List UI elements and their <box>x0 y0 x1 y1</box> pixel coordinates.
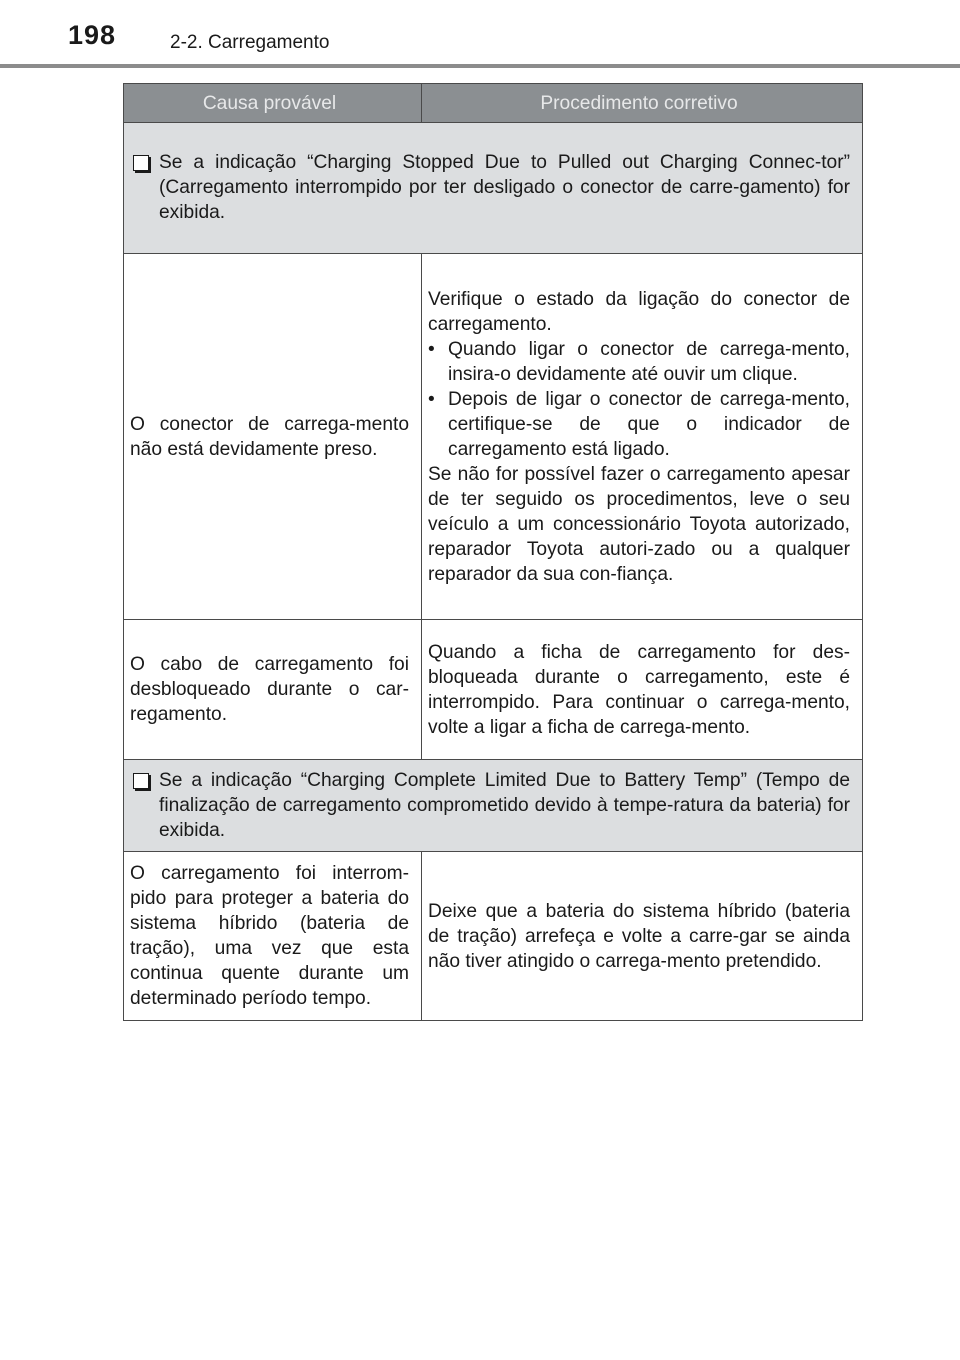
troubleshooting-table <box>123 83 863 1021</box>
fix-intro-text: Verifique o estado da ligação do conector de carregamento. <box>428 288 850 335</box>
fix-text: Deixe que a bateria do sistema híbrido (bateria de tração) arrefeça e volte a carre-gar se ainda não tiver atingido o carrega-mento pretendido. <box>428 900 850 972</box>
column-header-fix: Procedimento corretivo <box>422 84 863 123</box>
fix-cell <box>422 620 863 760</box>
header-rule <box>0 64 960 68</box>
checkbox-icon <box>133 773 149 789</box>
bullet-icon: • <box>428 388 435 410</box>
table-row <box>124 620 863 760</box>
table-row <box>124 852 863 1021</box>
section-title: 2-2. Carregamento <box>170 32 330 53</box>
bullet-text: Depois de ligar o conector de carrega-mento, certifique-se de que o indicador de carregamento está ligado. <box>448 388 850 460</box>
cause-text: O carregamento foi interrom-pido para proteger a bateria do sistema híbrido (bateria de tração), uma vez que esta continua quente durante um determinado período tempo. <box>130 863 409 1009</box>
section-row-battery-temp <box>124 760 863 852</box>
fix-cell <box>422 852 863 1021</box>
column-header-cause: Causa provável <box>124 84 422 123</box>
checkbox-icon <box>133 155 149 171</box>
cause-cell <box>124 254 422 620</box>
section-row-pulled-connector <box>124 123 863 254</box>
section-heading-text: Se a indicação “Charging Complete Limited Due to Battery Temp” (Tempo de finalização de carregamento comprometido devido à tempe-ratura da bateria) for exibida. <box>159 769 850 841</box>
page-number: 198 <box>68 20 117 50</box>
section-heading-text: Se a indicação “Charging Stopped Due to Pulled out Charging Connec-tor” (Carregamento interrompido por ter desligado o conector de carre-gamento) for exibida. <box>159 152 850 223</box>
fix-outro-text: Se não for possível fazer o carregamento apesar de ter seguido os procedimentos, leve o seu veículo a um concessionário Toyota autorizado, reparador Toyota autori-zado ou a qualquer reparador da sua con-fiança. <box>428 463 850 585</box>
fix-text: Quando a ficha de carregamento for des-bloqueada durante o carregamento, este é interrompido. Para continuar o carrega-mento, volte a ligar a ficha de carrega-mento. <box>428 641 850 738</box>
cause-text: O conector de carrega-mento não está devidamente preso. <box>130 413 409 460</box>
cause-cell <box>124 852 422 1021</box>
table-row <box>124 254 863 620</box>
list-item <box>428 387 850 462</box>
section-cell <box>124 123 863 254</box>
bullet-icon: • <box>428 338 435 360</box>
section-cell <box>124 760 863 852</box>
fix-cell <box>422 254 863 620</box>
table-header-row <box>124 84 863 123</box>
page-header <box>0 0 960 70</box>
cause-text: O cabo de carregamento foi desbloqueado durante o car-regamento. <box>130 654 409 725</box>
cause-cell <box>124 620 422 760</box>
list-item <box>428 337 850 387</box>
bullet-text: Quando ligar o conector de carrega-mento, insira-o devidamente até ouvir um clique. <box>448 338 850 385</box>
